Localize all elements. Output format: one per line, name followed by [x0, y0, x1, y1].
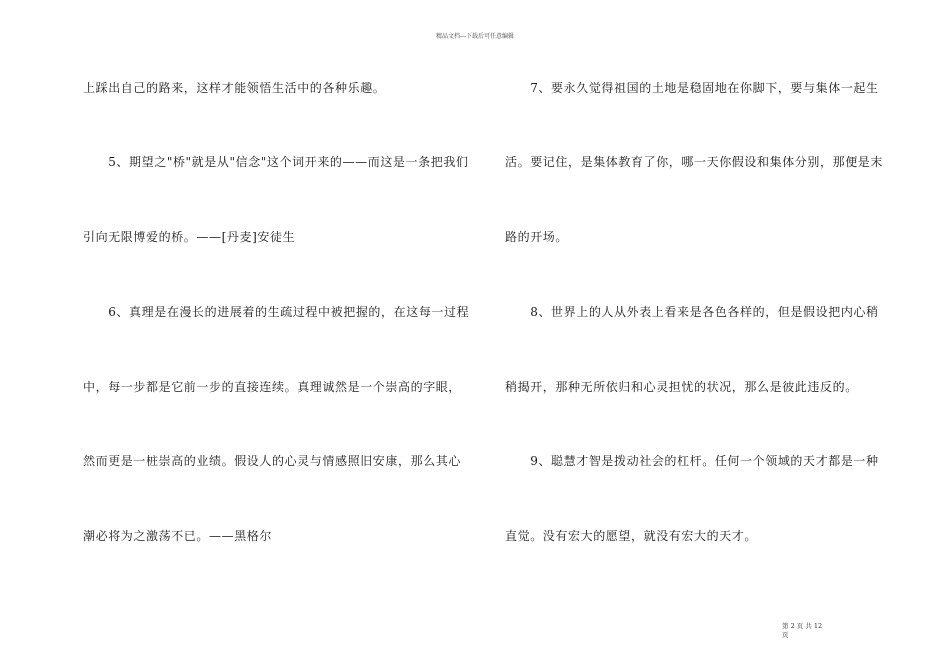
- paragraph-line: 稍揭开，那种无所依归和心灵担忧的状况，那么是彼此违反的。: [505, 380, 858, 394]
- paragraph-line: 路的开场。: [505, 230, 569, 244]
- paragraph-line: 7、要永久觉得祖国的土地是稳固地在你脚下，要与集体一起生: [505, 81, 879, 95]
- paragraph-line: 6、真理是在漫长的进展着的生疏过程中被把握的，在这每一过程: [83, 305, 470, 319]
- page-header: 精品文档---下载后可任意编辑: [435, 33, 515, 40]
- paragraph-line: 引向无限博爱的桥。——[丹麦]安徒生: [83, 230, 296, 244]
- paragraph-line: 直觉。没有宏大的愿望，就没有宏大的天才。: [505, 529, 758, 543]
- paragraph-line: 5、期望之"桥"就是从"信念"这个词开来的——而这是一条把我们: [83, 155, 469, 169]
- paragraph-line: 然而更是一桩崇高的业绩。假设人的心灵与情感照旧安康，那么其心: [83, 454, 462, 468]
- paragraph-line: 上踩出自己的路来，这样才能领悟生活中的各种乐趣。: [83, 81, 386, 95]
- paragraph-line: 活。要记住，是集体教育了你，哪一天你假设和集体分别，那便是末: [505, 155, 884, 169]
- paragraph-line: 8、世界上的人从外表上看来是各色各样的，但是假设把内心稍: [505, 305, 879, 319]
- page-number-line: 第 2 页 共 12: [782, 622, 823, 630]
- paragraph-line: 潮必将为之激荡不已。——黑格尔: [83, 529, 273, 543]
- paragraph-line: 9、聪慧才智是拨动社会的杠杆。任何一个领域的天才都是一种: [505, 454, 879, 468]
- paragraph-line: 中，每一步都是它前一步的直接连续。真理诚然是一个崇高的字眼，: [83, 380, 462, 394]
- page-number: [782, 622, 842, 640]
- page-number-line: 页: [782, 631, 789, 639]
